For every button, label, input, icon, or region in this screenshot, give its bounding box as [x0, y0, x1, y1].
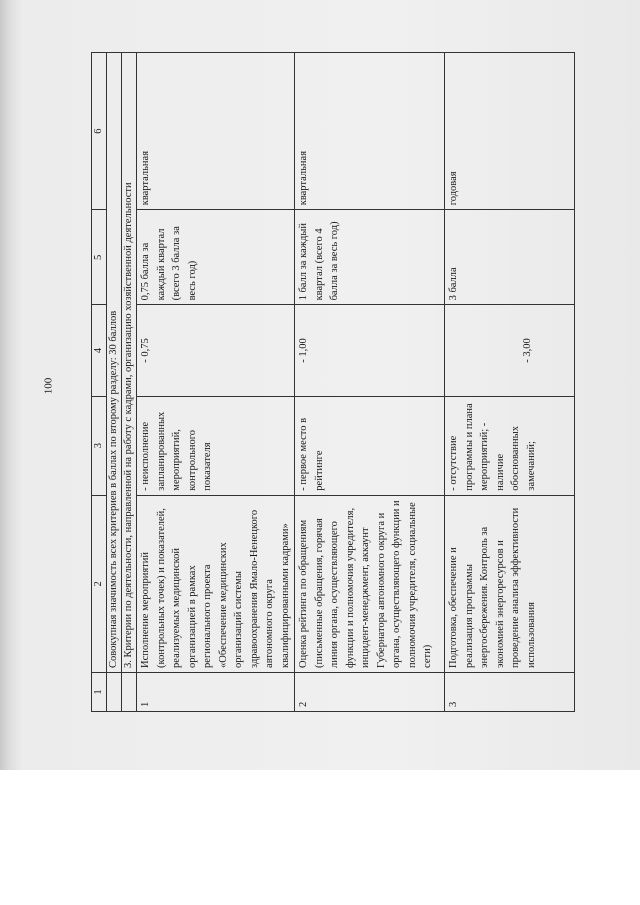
max-score-text: 0,75 балла за каждый квартал (всего 3 балла за весь год): [137, 210, 295, 305]
header-cell: 6: [92, 53, 107, 210]
score-value: - 0,75: [137, 305, 295, 396]
criteria-table: [91, 52, 575, 712]
condition-text: - отсутствие программы и плана мероприятий; - наличие обоснованных замечаний;: [445, 396, 575, 495]
section-row: [122, 53, 137, 712]
score-value: - 1,00: [295, 305, 445, 396]
header-cell: 5: [92, 210, 107, 305]
empty-cell: [107, 672, 122, 711]
header-cell: 1: [92, 672, 107, 711]
header-row: [92, 53, 107, 712]
condition-text: - неисполнение запланированных мероприятий, контрольного показателя: [137, 396, 295, 495]
periodicity-text: годовая: [445, 53, 575, 210]
condition-text: - первое место в рейтинге: [295, 396, 445, 495]
score-cell: [445, 305, 575, 396]
score-value: - 3,00: [522, 338, 533, 363]
header-cell: 2: [92, 495, 107, 672]
table-row: [295, 53, 445, 712]
section-title: 3. Критерии по деятельности, направленной на работу с кадрами, организацию хозяйственной деятельности: [122, 53, 137, 673]
header-cell: 4: [92, 305, 107, 396]
header-cell: 3: [92, 396, 107, 495]
row-number: 1: [137, 672, 295, 711]
row-number: 2: [295, 672, 445, 711]
periodicity-text: квартальная: [137, 53, 295, 210]
max-score-text: 3 балла: [445, 210, 575, 305]
table-row: [445, 53, 575, 712]
table-row: [137, 53, 295, 712]
periodicity-text: квартальная: [295, 53, 445, 210]
criterion-text: Исполнение мероприятий (контрольных точек) и показателей, реализуемых медицинской организацией в рамках регионального проекта «Обеспечение медицинских организаций системы здравоохранения Ямало-Ненецкого автономного округа квалифицированными кадрами»: [137, 495, 295, 672]
total-score-text: Совокупная значимость всех критериев в баллах по второму разделу: 30 баллов: [107, 53, 122, 673]
empty-cell: [122, 672, 137, 711]
criterion-text: Оценка рейтинга по обращениям (письменные обращения, горячая линия органа, осуществляющего функции и полномочия учредителя, инцидент-менеджмент, аккаунт Губернатора автономного округа и органа, осуществляющего функции и полномочия учредителя, социальные сети): [295, 495, 445, 672]
page-number: 100: [42, 377, 55, 395]
max-score-text: 1 балл за каждый квартал (всего 4 балла за весь год): [295, 210, 445, 305]
criterion-text: Подготовка, обеспечение и реализация программы энергосбережения. Контроль за экономией энергоресурсов и проведение анализа эффективности использования: [445, 495, 575, 672]
rotated-document: [91, 52, 633, 712]
row-number: 3: [445, 672, 575, 711]
total-row: [107, 53, 122, 712]
